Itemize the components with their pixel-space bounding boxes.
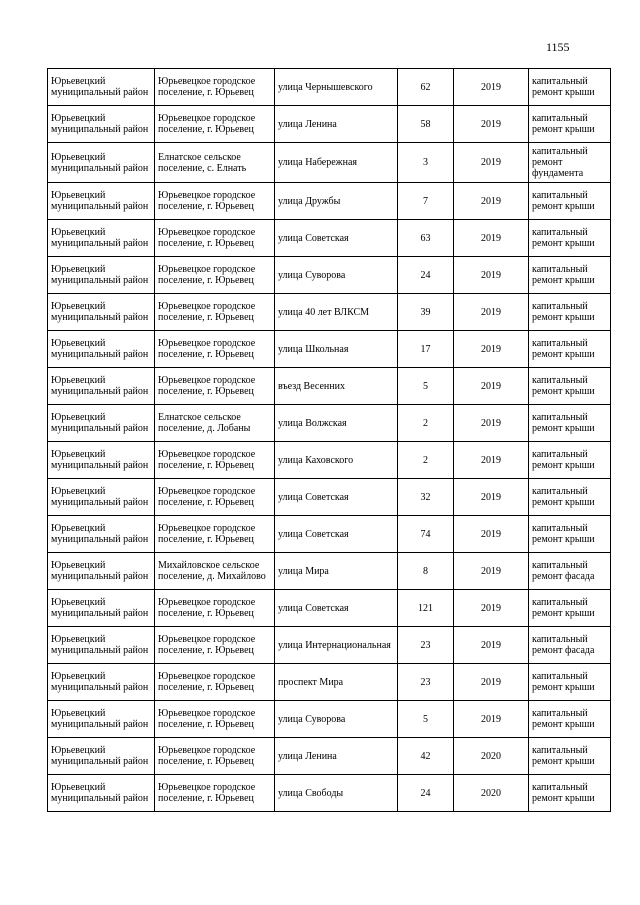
district-cell: Юрьевецкий муниципальный район <box>48 553 155 590</box>
settlement-cell: Юрьевецкое городское поселение, г. Юрьевец <box>155 331 275 368</box>
house-number-cell: 2 <box>398 442 454 479</box>
year-cell: 2019 <box>454 331 529 368</box>
work-type-cell: капитальный ремонт крыши <box>529 479 611 516</box>
house-number-cell: 39 <box>398 294 454 331</box>
year-cell: 2019 <box>454 368 529 405</box>
year-cell: 2019 <box>454 294 529 331</box>
table-row <box>48 553 611 590</box>
repair-schedule-table <box>47 68 611 812</box>
work-type-cell: капитальный ремонт крыши <box>529 331 611 368</box>
table-row <box>48 143 611 183</box>
settlement-cell: Юрьевецкое городское поселение, г. Юрьевец <box>155 69 275 106</box>
house-number-cell: 62 <box>398 69 454 106</box>
street-cell: улица Советская <box>275 590 398 627</box>
year-cell: 2019 <box>454 442 529 479</box>
table-row <box>48 294 611 331</box>
district-cell: Юрьевецкий муниципальный район <box>48 183 155 220</box>
year-cell: 2019 <box>454 516 529 553</box>
house-number-cell: 7 <box>398 183 454 220</box>
year-cell: 2020 <box>454 738 529 775</box>
district-cell: Юрьевецкий муниципальный район <box>48 331 155 368</box>
house-number-cell: 3 <box>398 143 454 183</box>
table-row <box>48 220 611 257</box>
street-cell: улица Интернациональная <box>275 627 398 664</box>
year-cell: 2019 <box>454 479 529 516</box>
settlement-cell: Юрьевецкое городское поселение, г. Юрьевец <box>155 442 275 479</box>
street-cell: улица Ленина <box>275 106 398 143</box>
house-number-cell: 24 <box>398 257 454 294</box>
year-cell: 2019 <box>454 590 529 627</box>
district-cell: Юрьевецкий муниципальный район <box>48 701 155 738</box>
work-type-cell: капитальный ремонт крыши <box>529 257 611 294</box>
table-row <box>48 479 611 516</box>
settlement-cell: Юрьевецкое городское поселение, г. Юрьевец <box>155 590 275 627</box>
table-row <box>48 701 611 738</box>
district-cell: Юрьевецкий муниципальный район <box>48 590 155 627</box>
street-cell: улица Дружбы <box>275 183 398 220</box>
house-number-cell: 42 <box>398 738 454 775</box>
settlement-cell: Юрьевецкое городское поселение, г. Юрьевец <box>155 106 275 143</box>
settlement-cell: Юрьевецкое городское поселение, г. Юрьевец <box>155 775 275 812</box>
settlement-cell: Елнатское сельское поселение, с. Елнать <box>155 143 275 183</box>
district-cell: Юрьевецкий муниципальный район <box>48 516 155 553</box>
year-cell: 2019 <box>454 257 529 294</box>
settlement-cell: Елнатское сельское поселение, д. Лобаны <box>155 405 275 442</box>
street-cell: улица Каховского <box>275 442 398 479</box>
work-type-cell: капитальный ремонт фасада <box>529 553 611 590</box>
house-number-cell: 17 <box>398 331 454 368</box>
work-type-cell: капитальный ремонт крыши <box>529 664 611 701</box>
house-number-cell: 2 <box>398 405 454 442</box>
street-cell: улица Набережная <box>275 143 398 183</box>
table-row <box>48 183 611 220</box>
table-row <box>48 106 611 143</box>
page-number: 1155 <box>546 40 570 54</box>
street-cell: проспект Мира <box>275 664 398 701</box>
table-row <box>48 590 611 627</box>
district-cell: Юрьевецкий муниципальный район <box>48 627 155 664</box>
work-type-cell: капитальный ремонт крыши <box>529 590 611 627</box>
street-cell: улица Мира <box>275 553 398 590</box>
house-number-cell: 63 <box>398 220 454 257</box>
district-cell: Юрьевецкий муниципальный район <box>48 143 155 183</box>
street-cell: улица Ленина <box>275 738 398 775</box>
district-cell: Юрьевецкий муниципальный район <box>48 257 155 294</box>
house-number-cell: 23 <box>398 664 454 701</box>
house-number-cell: 23 <box>398 627 454 664</box>
work-type-cell: капитальный ремонт крыши <box>529 442 611 479</box>
street-cell: улица Школьная <box>275 331 398 368</box>
work-type-cell: капитальный ремонт крыши <box>529 183 611 220</box>
settlement-cell: Юрьевецкое городское поселение, г. Юрьевец <box>155 220 275 257</box>
year-cell: 2019 <box>454 664 529 701</box>
work-type-cell: капитальный ремонт крыши <box>529 405 611 442</box>
house-number-cell: 5 <box>398 368 454 405</box>
table-row <box>48 331 611 368</box>
street-cell: улица Чернышевского <box>275 69 398 106</box>
house-number-cell: 58 <box>398 106 454 143</box>
work-type-cell: капитальный ремонт крыши <box>529 775 611 812</box>
table-row <box>48 442 611 479</box>
work-type-cell: капитальный ремонт крыши <box>529 69 611 106</box>
settlement-cell: Юрьевецкое городское поселение, г. Юрьевец <box>155 664 275 701</box>
settlement-cell: Юрьевецкое городское поселение, г. Юрьевец <box>155 479 275 516</box>
settlement-cell: Михайловское сельское поселение, д. Михайлово <box>155 553 275 590</box>
table-row <box>48 775 611 812</box>
settlement-cell: Юрьевецкое городское поселение, г. Юрьевец <box>155 183 275 220</box>
year-cell: 2019 <box>454 701 529 738</box>
street-cell: въезд Весенних <box>275 368 398 405</box>
district-cell: Юрьевецкий муниципальный район <box>48 294 155 331</box>
table-row <box>48 664 611 701</box>
settlement-cell: Юрьевецкое городское поселение, г. Юрьевец <box>155 516 275 553</box>
settlement-cell: Юрьевецкое городское поселение, г. Юрьевец <box>155 257 275 294</box>
year-cell: 2019 <box>454 553 529 590</box>
street-cell: улица Советская <box>275 479 398 516</box>
work-type-cell: капитальный ремонт крыши <box>529 701 611 738</box>
district-cell: Юрьевецкий муниципальный район <box>48 368 155 405</box>
street-cell: улица Свободы <box>275 775 398 812</box>
district-cell: Юрьевецкий муниципальный район <box>48 405 155 442</box>
street-cell: улица Волжская <box>275 405 398 442</box>
table-row <box>48 738 611 775</box>
year-cell: 2019 <box>454 220 529 257</box>
house-number-cell: 24 <box>398 775 454 812</box>
table-row <box>48 368 611 405</box>
year-cell: 2019 <box>454 405 529 442</box>
house-number-cell: 74 <box>398 516 454 553</box>
district-cell: Юрьевецкий муниципальный район <box>48 775 155 812</box>
table-row <box>48 69 611 106</box>
house-number-cell: 32 <box>398 479 454 516</box>
street-cell: улица Советская <box>275 516 398 553</box>
work-type-cell: капитальный ремонт крыши <box>529 220 611 257</box>
year-cell: 2019 <box>454 627 529 664</box>
work-type-cell: капитальный ремонт фасада <box>529 627 611 664</box>
work-type-cell: капитальный ремонт фундамента <box>529 143 611 183</box>
work-type-cell: капитальный ремонт крыши <box>529 368 611 405</box>
district-cell: Юрьевецкий муниципальный район <box>48 664 155 701</box>
table-row <box>48 627 611 664</box>
settlement-cell: Юрьевецкое городское поселение, г. Юрьевец <box>155 627 275 664</box>
street-cell: улица 40 лет ВЛКСМ <box>275 294 398 331</box>
street-cell: улица Суворова <box>275 701 398 738</box>
year-cell: 2020 <box>454 775 529 812</box>
year-cell: 2019 <box>454 143 529 183</box>
street-cell: улица Суворова <box>275 257 398 294</box>
house-number-cell: 121 <box>398 590 454 627</box>
table-row <box>48 405 611 442</box>
table-row <box>48 516 611 553</box>
work-type-cell: капитальный ремонт крыши <box>529 738 611 775</box>
year-cell: 2019 <box>454 106 529 143</box>
house-number-cell: 5 <box>398 701 454 738</box>
settlement-cell: Юрьевецкое городское поселение, г. Юрьевец <box>155 701 275 738</box>
district-cell: Юрьевецкий муниципальный район <box>48 738 155 775</box>
district-cell: Юрьевецкий муниципальный район <box>48 442 155 479</box>
district-cell: Юрьевецкий муниципальный район <box>48 106 155 143</box>
work-type-cell: капитальный ремонт крыши <box>529 106 611 143</box>
district-cell: Юрьевецкий муниципальный район <box>48 220 155 257</box>
settlement-cell: Юрьевецкое городское поселение, г. Юрьевец <box>155 368 275 405</box>
table-row <box>48 257 611 294</box>
year-cell: 2019 <box>454 183 529 220</box>
district-cell: Юрьевецкий муниципальный район <box>48 69 155 106</box>
district-cell: Юрьевецкий муниципальный район <box>48 479 155 516</box>
year-cell: 2019 <box>454 69 529 106</box>
settlement-cell: Юрьевецкое городское поселение, г. Юрьевец <box>155 294 275 331</box>
work-type-cell: капитальный ремонт крыши <box>529 516 611 553</box>
work-type-cell: капитальный ремонт крыши <box>529 294 611 331</box>
settlement-cell: Юрьевецкое городское поселение, г. Юрьевец <box>155 738 275 775</box>
house-number-cell: 8 <box>398 553 454 590</box>
street-cell: улица Советская <box>275 220 398 257</box>
